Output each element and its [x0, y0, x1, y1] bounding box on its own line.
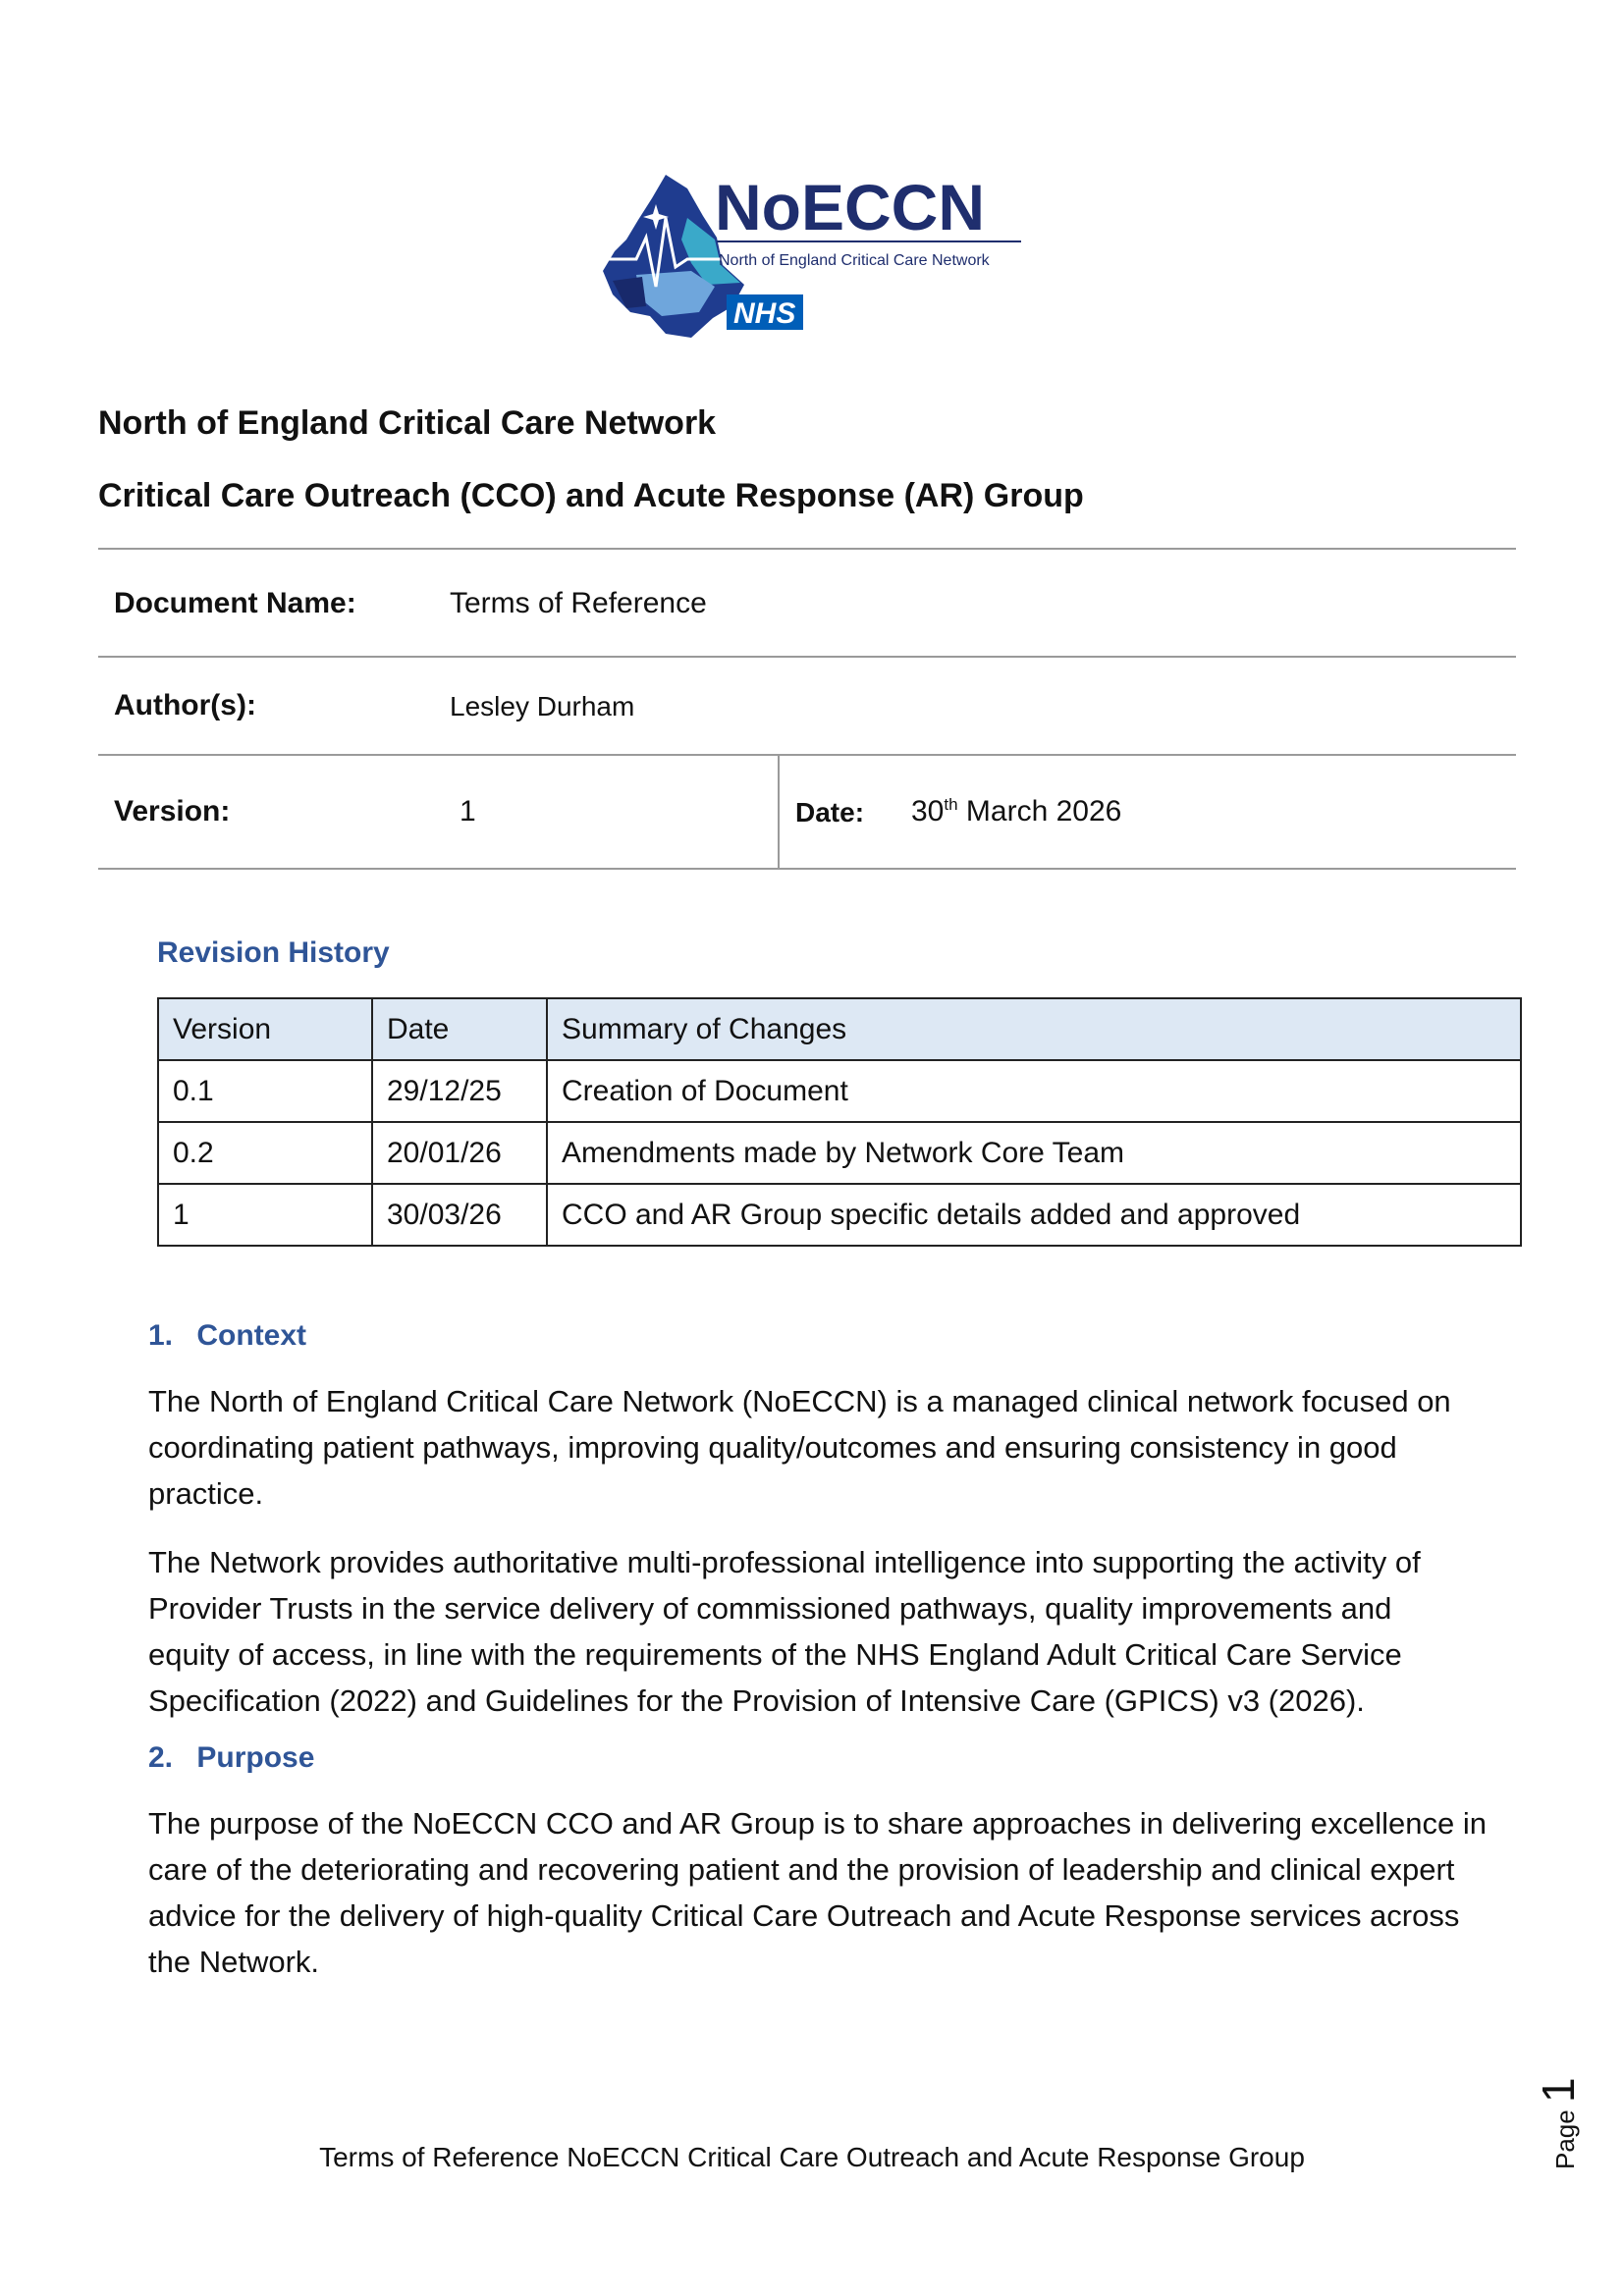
logo-tagline: North of England Critical Care Network	[719, 252, 990, 269]
nhs-badge: NHS	[733, 297, 796, 330]
divider-vertical	[778, 754, 780, 868]
section-heading-purpose	[148, 1741, 314, 1775]
page-label: Page	[1550, 2109, 1580, 2169]
column-header: Date	[372, 998, 547, 1060]
table-row	[158, 1122, 1521, 1184]
version-cell: 1	[158, 1184, 372, 1246]
table-row	[158, 1060, 1521, 1122]
revision-history-title: Revision History	[157, 936, 390, 969]
section-heading-context	[148, 1319, 306, 1353]
table-row	[158, 1184, 1521, 1246]
version-label: Version:	[114, 795, 231, 828]
divider	[98, 754, 1516, 756]
date-cell: 29/12/25	[372, 1060, 547, 1122]
version-value: 1	[460, 795, 476, 828]
date-cell: 30/03/26	[372, 1184, 547, 1246]
section-title: Context	[196, 1319, 307, 1352]
paragraph: The Network provides authoritative multi-professional intelligence into supporting the activity of Provider Trusts in the service delivery of commissioned pathways, quality improvements and equity of access, in line with the requirements of the NHS England Adult Critical Care Service Specification (2022) and Guidelines for the Provision of Intensive Care (GPICS) v3 (2026).	[148, 1545, 1421, 1718]
table-header-row	[158, 998, 1521, 1060]
revision-history-table	[157, 997, 1522, 1247]
noeccn-logo-graphic	[597, 169, 1029, 346]
divider	[98, 548, 1516, 550]
divider	[98, 868, 1516, 870]
summary-cell: CCO and AR Group specific details added and approved	[547, 1184, 1521, 1246]
version-cell: 0.2	[158, 1122, 372, 1184]
author-label: Author(s):	[114, 689, 256, 721]
column-header: Version	[158, 998, 372, 1060]
column-header: Summary of Changes	[547, 998, 1521, 1060]
divider	[98, 656, 1516, 658]
author-value: Lesley Durham	[450, 691, 635, 721]
date-label: Date:	[795, 797, 865, 828]
date-cell: 20/01/26	[372, 1122, 547, 1184]
logo-wordmark: NoECCN	[715, 171, 985, 243]
page-footer: Terms of Reference NoECCN Critical Care Outreach and Acute Response Group	[319, 2142, 1305, 2172]
version-cell: 0.1	[158, 1060, 372, 1122]
summary-cell: Amendments made by Network Core Team	[547, 1122, 1521, 1184]
section-number: 2.	[148, 1741, 174, 1774]
noeccn-logo	[597, 169, 1029, 346]
date-value: 30th March 2026	[911, 795, 1122, 828]
summary-cell: Creation of Document	[547, 1060, 1521, 1122]
page-number-value: 1	[1533, 2077, 1584, 2104]
document-title: North of England Critical Care Network	[98, 404, 717, 442]
section-number: 1.	[148, 1319, 174, 1352]
document-name-label: Document Name:	[114, 587, 356, 619]
paragraph: The purpose of the NoECCN CCO and AR Group is to share approaches in delivering excellence in care of the deteriorating and recovering patient and the provision of leadership and clinical expert advice for the delivery of high-quality Critical Care Outreach and Acute Response services across the Network.	[148, 1806, 1488, 1979]
document-name-value: Terms of Reference	[450, 587, 707, 619]
paragraph: The North of England Critical Care Network (NoECCN) is a managed clinical network focused on coordinating patient pathways, improving quality/outcomes and ensuring consistency in good practice.	[148, 1384, 1451, 1511]
section-title: Purpose	[196, 1741, 315, 1774]
document-subtitle: Critical Care Outreach (CCO) and Acute Response (AR) Group	[98, 477, 1084, 514]
